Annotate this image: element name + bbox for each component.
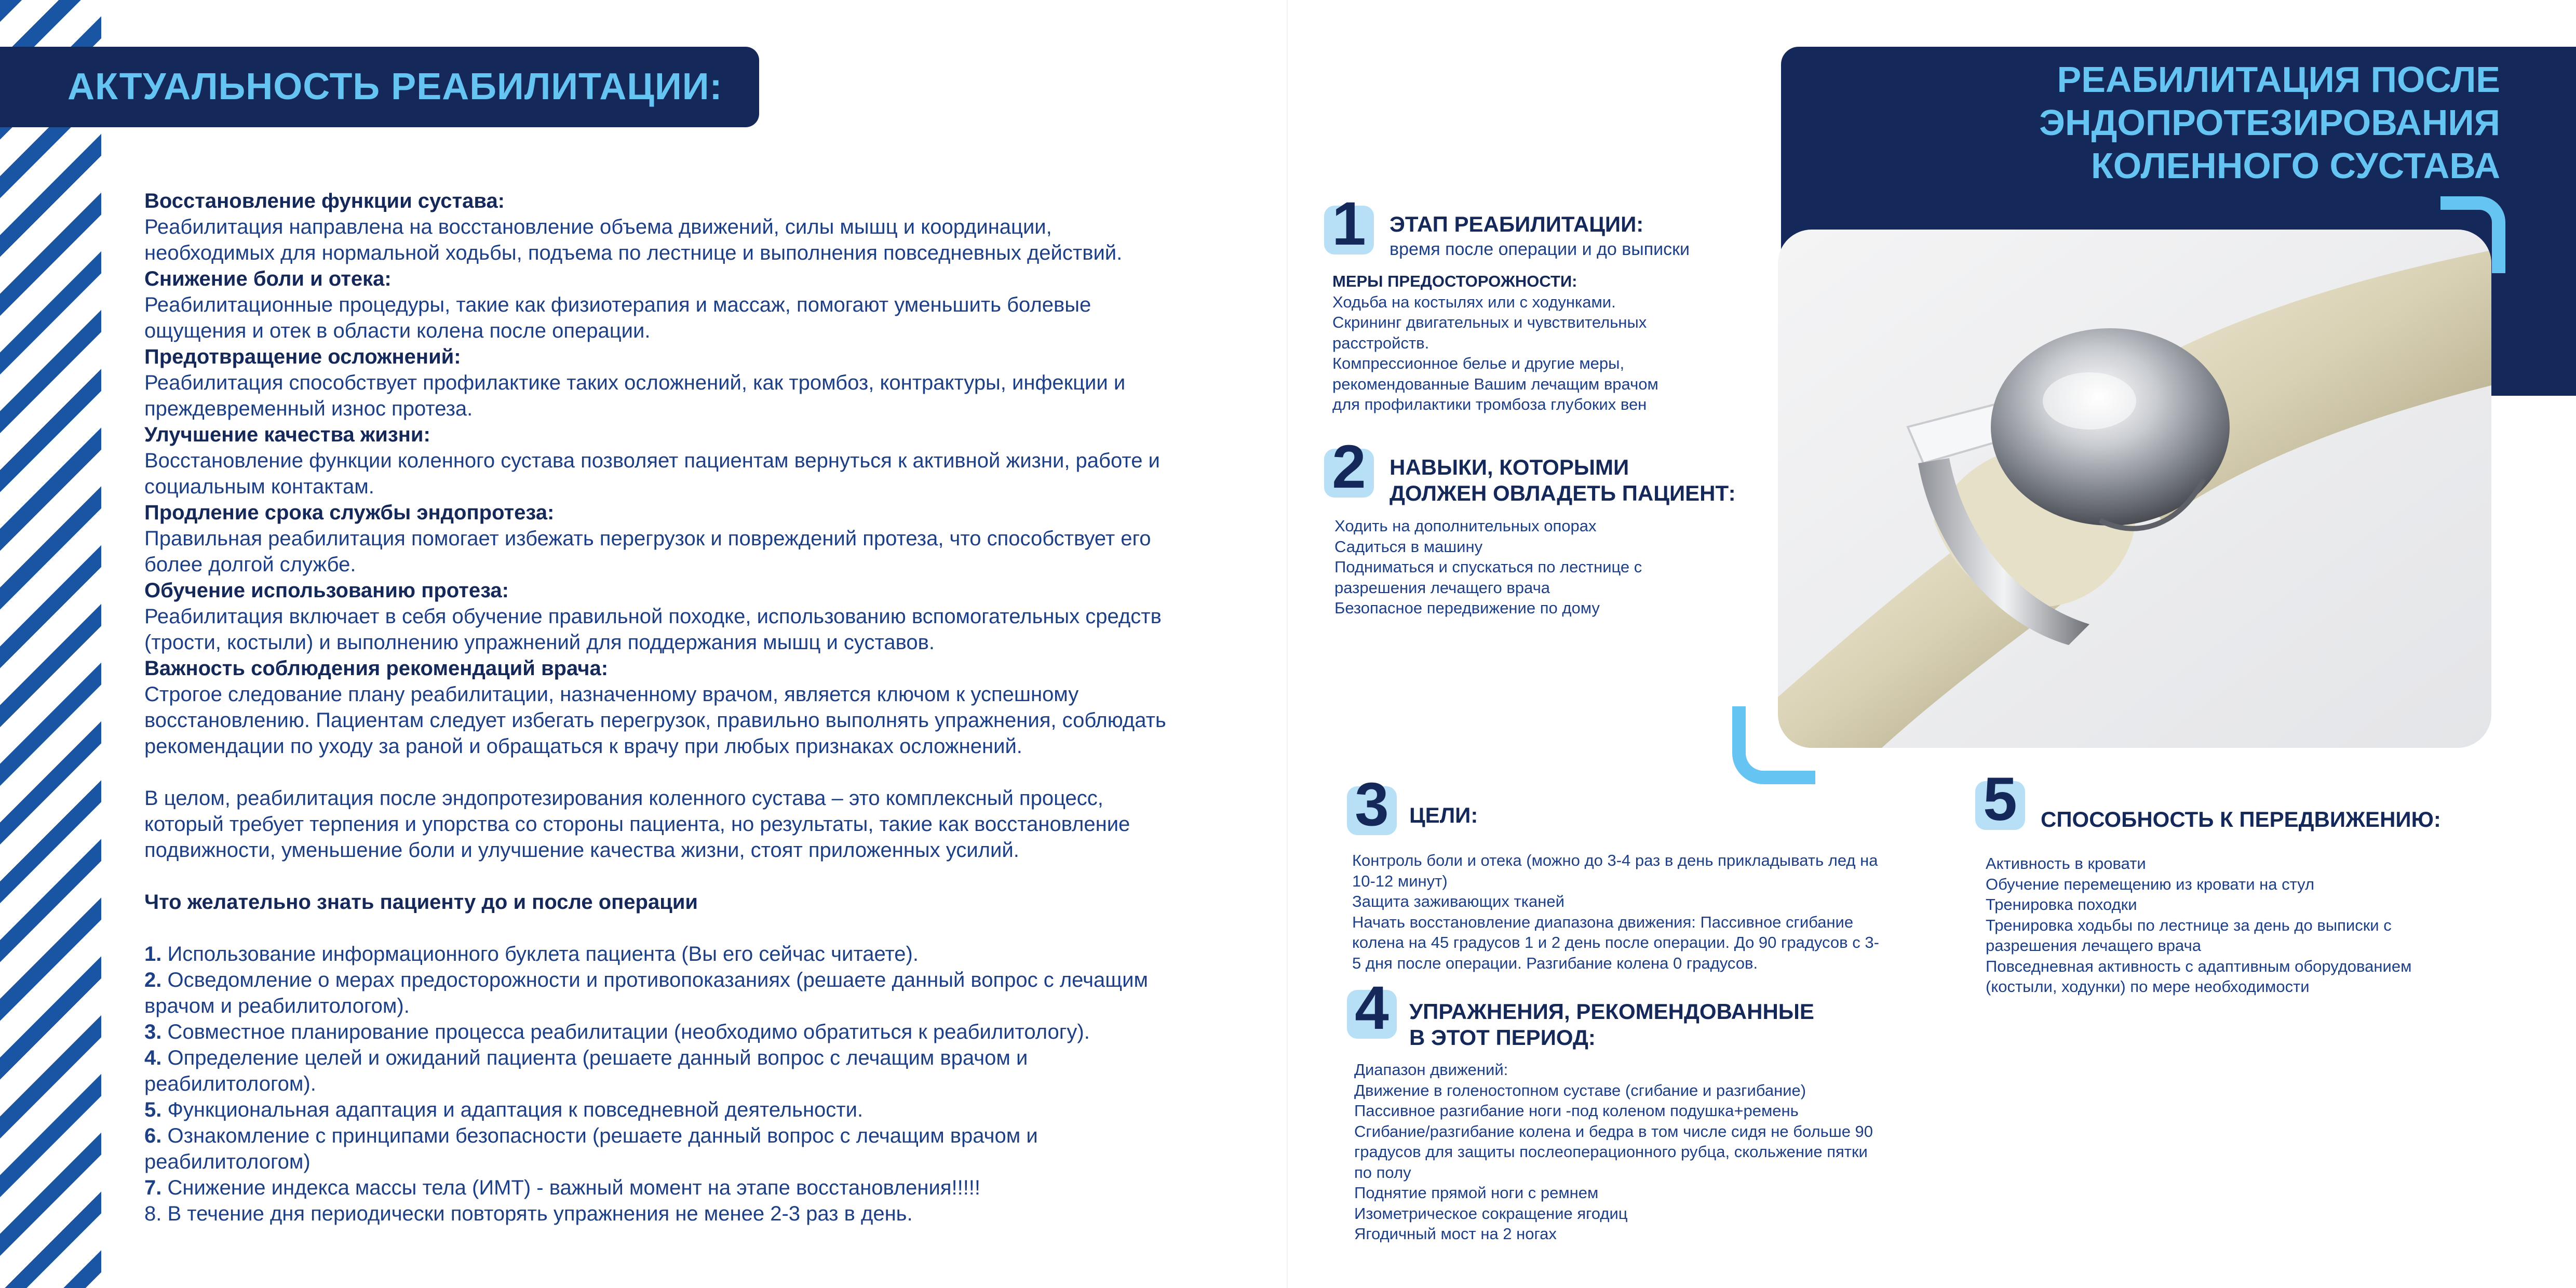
section-line: Тренировка походки — [1986, 895, 2137, 914]
section-heading: Обучение использованию протеза: — [144, 579, 509, 602]
step-number: 1 — [1332, 190, 1366, 258]
decorative-stripes — [0, 0, 101, 1288]
section-line: (костыли, ходунки) по мере необходимости — [1986, 977, 2310, 996]
section-heading: Важность соблюдения рекомендаций врача: — [144, 657, 609, 680]
section-line: Активность в кровати — [1986, 854, 2146, 873]
section-line: по полу — [1354, 1163, 1411, 1182]
section-line: преждевременный износ протеза. — [144, 397, 473, 420]
section-line: разрешения лечащего врача — [1986, 936, 2202, 955]
section-line: расстройств. — [1332, 333, 1429, 352]
section-line: Пассивное разгибание ноги -под коленом подушка+ремень — [1354, 1102, 1799, 1120]
section-line: Сгибание/разгибание колена и бедра в том числе сидя не больше 90 — [1354, 1122, 1873, 1141]
list-text: Определение целей и ожиданий пациента (решаете данный вопрос с лечащим врачом и — [167, 1046, 1028, 1069]
list-text: Ознакомление с принципами безопасности (решаете данный вопрос с лечащим врачом и — [167, 1124, 1038, 1147]
section-line: Поднятие прямой ноги с ремнем — [1354, 1184, 1599, 1202]
step-badge-1 — [1324, 190, 1374, 258]
list-text: Осведомление о мерах предосторожности и противопоказаниях (решаете данный вопрос с лечащим — [167, 969, 1148, 991]
title-line: КОЛЕННОГО СУСТАВА — [2091, 145, 2500, 186]
list-number: 4. — [144, 1046, 162, 1069]
section-prosthesis-lifetime — [144, 500, 1256, 578]
section-doctor-recommendations — [144, 655, 1256, 759]
title-line: ЭНДОПРОТЕЗИРОВАНИЯ — [2039, 102, 2500, 143]
section-line: восстановлению. Пациентам следует избегать перегрузок, правильно выполнять упражнения, соблюдать — [144, 709, 1166, 732]
section-line: более долгой службе. — [144, 553, 356, 576]
right-page-title — [1807, 58, 2500, 187]
section-4-body — [1354, 1059, 1873, 1244]
section-4-title-line: УПРАЖНЕНИЯ, РЕКОМЕНДОВАННЫЕ — [1409, 999, 1814, 1024]
list-item — [144, 1201, 1256, 1227]
section-line: Правильная реабилитация помогает избежать перегрузок и повреждений протеза, что способствует его — [144, 527, 1151, 550]
list-number: 3. — [144, 1021, 162, 1043]
decorative-bracket — [1732, 706, 1815, 784]
section-line: Ягодичный мост на 2 ногах — [1354, 1225, 1557, 1243]
section-line: необходимых для нормальной ходьбы, подъема по лестнице и выполнения повседневных действий. — [144, 242, 1123, 264]
section-line: Компрессионное белье и другие меры, — [1332, 354, 1625, 372]
step-badge-4 — [1347, 974, 1397, 1042]
section-2-body — [1334, 516, 1642, 619]
section-joint-function — [144, 188, 1256, 266]
section-1-body — [1332, 271, 1658, 415]
section-line: Обучение перемещению из кровати на стул — [1986, 875, 2315, 893]
list-heading: Что желательно знать пациенту до и после операции — [144, 891, 698, 914]
section-line: Реабилитация включает в себя обучение правильной походке, использованию вспомогательных средств — [144, 605, 1162, 628]
summary-line: который требует терпения и упорства со стороны пациента, но результаты, такие как восстановление — [144, 813, 1130, 836]
list-item — [144, 941, 1256, 967]
summary-paragraph — [144, 785, 1256, 863]
step-badge-3 — [1347, 770, 1397, 839]
section-complication-prevention — [144, 344, 1256, 422]
section-1-subtitle: время после операции и до выписки — [1390, 239, 1690, 259]
section-1-caption: МЕРЫ ПРЕДОСТОРОЖНОСТИ: — [1332, 272, 1577, 290]
section-line: Реабилитация направлена на восстановление объема движений, силы мышц и координации, — [144, 216, 1052, 238]
step-number: 3 — [1355, 770, 1389, 839]
list-text: Функциональная адаптация и адаптация к повседневной деятельности. — [167, 1098, 864, 1121]
section-line: 10-12 минут) — [1352, 871, 1448, 890]
left-page-title: АКТУАЛЬНОСТЬ РЕАБИЛИТАЦИИ: — [68, 66, 723, 108]
section-heading: Продление срока службы эндопротеза: — [144, 501, 555, 524]
section-line: Ходить на дополнительных опорах — [1334, 517, 1597, 535]
list-item-continued: врачом и реабилитологом). — [144, 995, 410, 1017]
section-line: Подниматься и спускаться по лестнице с — [1334, 558, 1642, 576]
section-line: Движение в голеностопном суставе (сгибание и разгибание) — [1354, 1081, 1806, 1099]
section-line: Садиться в машину — [1334, 537, 1483, 556]
step-badge-5 — [1975, 765, 2025, 834]
list-item — [144, 1019, 1256, 1045]
section-line: Реабилитационные процедуры, такие как физиотерапия и массаж, помогают уменьшить болевые — [144, 293, 1091, 316]
section-line: Безопасное передвижение по дому — [1334, 599, 1600, 617]
list-number: 1. — [144, 943, 162, 965]
section-heading: Предотвращение осложнений: — [144, 345, 461, 368]
section-line: колена на 45 градусов 1 и 2 день после операции. До 90 градусов с 3- — [1352, 933, 1879, 951]
section-heading: Улучшение качества жизни: — [144, 423, 430, 446]
section-line: градусов для защиты послеоперационного рубца, скольжение пятки — [1354, 1143, 1868, 1161]
section-2-title-line: ДОЛЖЕН ОВЛАДЕТЬ ПАЦИЕНТ: — [1390, 481, 1736, 505]
section-2-title-line: НАВЫКИ, КОТОРЫМИ — [1390, 455, 1629, 479]
section-quality-of-life — [144, 422, 1256, 500]
summary-line: подвижности, уменьшение боли и улучшение качества жизни, стоят приложенных усилий. — [144, 839, 1019, 862]
section-line: рекомендации по уходу за раной и обращаться к врачу при любых признаках осложнений. — [144, 735, 1022, 758]
section-1-title: ЭТАП РЕАБИЛИТАЦИИ: — [1390, 212, 1644, 236]
section-4-title-line: В ЭТОТ ПЕРИОД: — [1409, 1025, 1596, 1050]
section-line: Тренировка ходьбы по лестнице за день до выписки с — [1986, 916, 2392, 934]
section-line: Диапазон движений: — [1354, 1061, 1508, 1079]
section-line: 5 дня после операции. Разгибание колена 0 градусов. — [1352, 954, 1758, 972]
section-line: Контроль боли и отека (можно до 3-4 раз в день прикладывать лед на — [1352, 851, 1878, 869]
step-number: 4 — [1355, 974, 1389, 1042]
list-item-continued: реабилитологом). — [144, 1072, 316, 1095]
decorative-bracket — [2440, 196, 2505, 273]
section-line: Строгое следование плану реабилитации, назначенному врачом, является ключом к успешному — [144, 683, 1079, 706]
list-number: 6. — [144, 1124, 162, 1147]
list-text: Снижение индекса массы тела (ИМТ) - важный момент на этапе восстановления!!!!! — [167, 1176, 981, 1199]
section-line: рекомендованные Вашим лечащим врачом — [1332, 374, 1658, 393]
section-3-body — [1352, 850, 1879, 973]
section-line: Восстановление функции коленного сустава позволяет пациентам вернуться к активной жизни, работе и — [144, 449, 1160, 472]
summary-line: В целом, реабилитация после эндопротезирования коленного сустава – это комплексный процесс, — [144, 787, 1103, 810]
left-body-text — [144, 188, 1256, 1227]
section-line: Скрининг двигательных и чувствительных — [1332, 313, 1647, 331]
list-item — [144, 1097, 1256, 1123]
section-line: разрешения лечащего врача — [1334, 578, 1550, 597]
section-line: Ходьба на костылях или с ходунками. — [1332, 292, 1616, 311]
page-fold-divider — [1287, 0, 1288, 1288]
section-line: Изометрическое сокращение ягодиц — [1354, 1204, 1628, 1223]
section-5-body — [1986, 853, 2411, 997]
section-line: Начать восстановление диапазона движения: Пассивное сгибание — [1352, 913, 1854, 931]
section-line: (трости, костыли) и выполнению упражнений для поддержания мышц и суставов. — [144, 631, 935, 654]
section-line: для профилактики тромбоза глубоких вен — [1332, 395, 1647, 413]
list-item-continued: реабилитологом) — [144, 1150, 311, 1173]
step-number: 2 — [1332, 433, 1366, 501]
list-text: В течение дня периодически повторять упражнения не менее 2-3 раз в день. — [167, 1202, 913, 1225]
list-number: 8. — [144, 1202, 162, 1225]
section-line: Повседневная активность с адаптивным оборудованием — [1986, 957, 2412, 975]
section-5-title: СПОСОБНОСТЬ К ПЕРЕДВИЖЕНИЮ: — [2041, 807, 2441, 831]
list-text: Использование информационного буклета пациента (Вы его сейчас читаете). — [167, 943, 919, 965]
section-line: ощущения и отек в области колена после операции. — [144, 319, 651, 342]
step-number: 5 — [1983, 765, 2017, 834]
list-number: 5. — [144, 1098, 162, 1121]
patient-checklist — [144, 941, 1256, 1227]
list-item — [144, 1123, 1256, 1149]
section-pain-reduction — [144, 266, 1256, 344]
knee-implant-image — [1778, 230, 2491, 748]
section-prosthesis-training — [144, 578, 1256, 655]
list-item — [144, 1045, 1256, 1071]
title-line: РЕАБИЛИТАЦИЯ ПОСЛЕ — [2057, 59, 2500, 100]
section-line: Реабилитация способствует профилактике таких осложнений, как тромбоз, контрактуры, инфекции и — [144, 371, 1126, 394]
step-badge-2 — [1324, 433, 1374, 501]
section-heading: Снижение боли и отека: — [144, 267, 392, 290]
list-number: 2. — [144, 969, 162, 991]
section-heading: Восстановление функции сустава: — [144, 190, 505, 212]
list-number: 7. — [144, 1176, 162, 1199]
section-3-title: ЦЕЛИ: — [1409, 803, 1478, 827]
list-item — [144, 967, 1256, 993]
list-text: Совместное планирование процесса реабилитации (необходимо обратиться к реабилитологу). — [167, 1021, 1090, 1043]
section-line: социальным контактам. — [144, 475, 374, 498]
list-item — [144, 1175, 1256, 1201]
section-line: Защита заживающих тканей — [1352, 892, 1565, 910]
